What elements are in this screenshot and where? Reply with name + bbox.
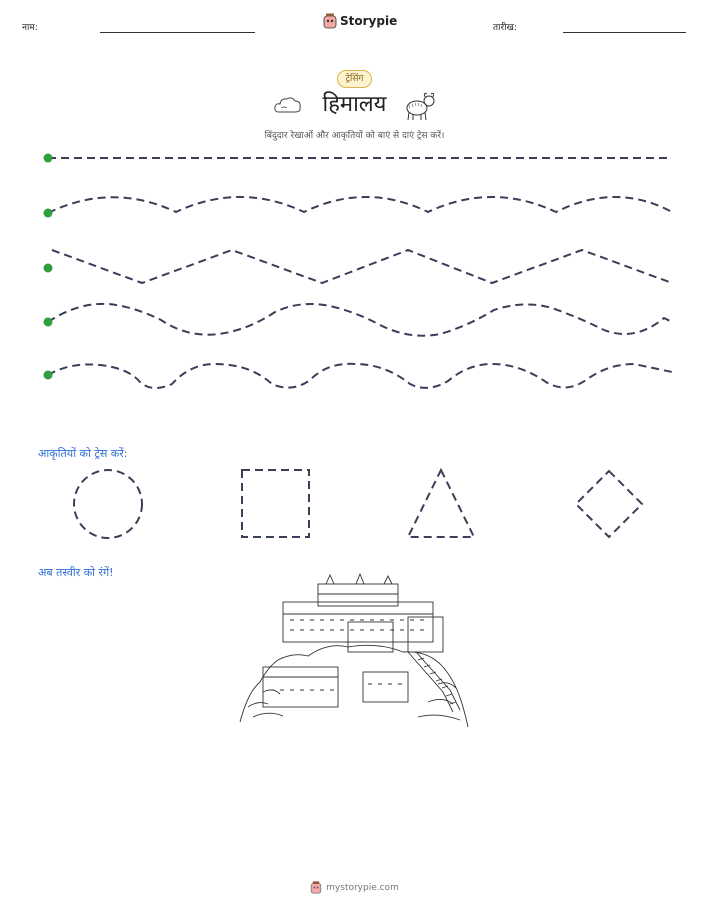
coloring-section-label: अब तस्वीर को रंगें! xyxy=(38,566,114,579)
date-input-line[interactable] xyxy=(563,32,686,33)
start-dot-1 xyxy=(44,154,53,163)
diamond-shape xyxy=(576,471,642,537)
instruction-text: बिंदुदार रेखाओं और आकृतियों को बाएं से दाएं ट्रेस करें। xyxy=(264,131,445,141)
circle-shape xyxy=(74,470,142,538)
tracing-line-zigzag xyxy=(52,250,672,283)
name-label: नाम: xyxy=(22,23,38,33)
page-title: हिमालय xyxy=(322,92,387,117)
square-shape xyxy=(242,470,309,537)
triangle-shape xyxy=(408,470,474,537)
date-label: तारीख: xyxy=(493,23,517,33)
storypie-mascot-icon xyxy=(310,881,322,894)
brand-logo xyxy=(323,13,397,29)
himalayan-monastery-illustration xyxy=(238,572,470,732)
storypie-mascot-icon xyxy=(323,13,337,29)
footer xyxy=(0,881,709,894)
shapes-section-label: आकृतियों को ट्रेस करें: xyxy=(38,447,128,460)
tracing-lines xyxy=(0,140,709,400)
footer-site-link[interactable]: mystorypie.com xyxy=(326,882,399,893)
start-dot-4 xyxy=(44,318,53,327)
tracing-shapes xyxy=(0,460,709,550)
yak-icon xyxy=(403,90,437,122)
tracing-line-arc-wave xyxy=(48,197,672,213)
start-dot-2 xyxy=(44,209,53,218)
name-input-line[interactable] xyxy=(100,32,255,33)
brand-name: Storypie xyxy=(340,14,398,28)
worksheet-badge: ट्रेसिंग xyxy=(337,70,371,88)
start-dot-5 xyxy=(44,371,53,380)
tracing-line-bumpy-wave xyxy=(48,364,672,388)
start-dot-3 xyxy=(44,264,53,273)
tracing-line-sine-wave xyxy=(48,304,672,336)
